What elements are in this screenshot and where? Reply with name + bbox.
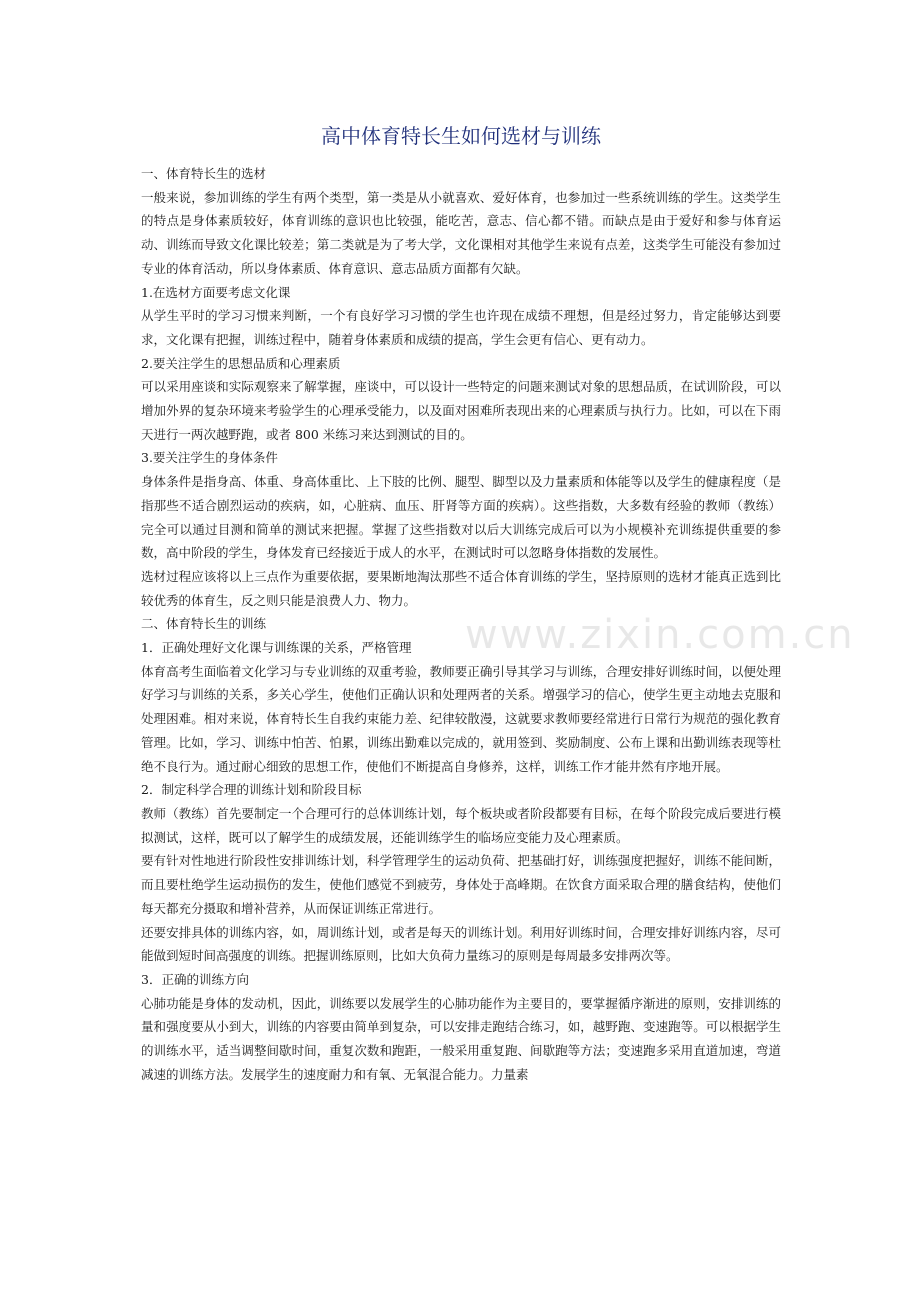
document-page	[141, 122, 781, 1086]
watermark: www.zixin.com.cn	[465, 612, 855, 658]
paragraph: 体育高考生面临着文化学习与专业训练的双重考验，教师要正确引导其学习与训练，合理安排好训练时间，以便处理好学习与训练的关系，多关心学生，使他们正确认识和处理两者的关系。增强学习的信心，使学生更主动地去克服和处理困难。相对来说，体育特长生自我约束能力差、纪律较散漫，这就要求教师要经常进行日常行为规范的强化教育管理。比如，学习、训练中怕苦、怕累，训练出勤难以完成的，就用签到、奖励制度、公布上课和出勤训练表现等杜绝不良行为。通过耐心细致的思想工作，使他们不断提高自身修养，这样，训练工作才能井然有序地开展。	[141, 663, 781, 774]
section-heading: 2.要关注学生的思想品质和心理素质	[141, 355, 341, 371]
section-heading: 3．正确的训练方向	[141, 971, 249, 987]
section-heading: 2．制定科学合理的训练计划和阶段目标	[141, 782, 362, 798]
paragraph: 选材过程应该将以上三点作为重要依据，要果断地淘汰那些不适合体育训练的学生，坚持原则的选材才能真正选到比较优秀的体育生，反之则只能是浪费人力、物力。	[141, 568, 781, 608]
paragraph: 还要安排具体的训练内容，如，周训练计划，或者是每天的训练计划。利用好训练时间，合理安排好训练内容，尽可能做到短时间高强度的训练。把握训练原则，比如大负荷力量练习的原则是每周最多安排两次等。	[141, 924, 781, 964]
section-heading: 1.在选材方面要考虑文化课	[141, 284, 291, 300]
document-body	[141, 162, 781, 1086]
paragraph: 心肺功能是身体的发动机，因此，训练要以发展学生的心肺功能作为主要目的，要掌握循序渐进的原则，安排训练的量和强度要从小到大，训练的内容要由简单到复杂，可以安排走跑结合练习，如，越野跑、变速跑等。可以根据学生的训练水平，适当调整间歇时间，重复次数和跑距，一般采用重复跑、间歇跑等方法；变速跑多采用直道加速，弯道减速的训练方法。发展学生的速度耐力和有氧、无氧混合能力。力量素	[141, 995, 781, 1082]
section-heading: 一、体育特长生的选材	[141, 166, 267, 181]
paragraph: 可以采用座谈和实际观察来了解掌握，座谈中，可以设计一些特定的问题来测试对象的思想品质，在试训阶段，可以增加外界的复杂环境来考验学生的心理承受能力，以及面对困难所表现出来的心理素质与执行力。比如，可以在下雨天进行一两次越野跑，或者 800 米练习来达到测试的目的。	[141, 379, 781, 442]
paragraph: 身体条件是指身高、体重、身高体重比、上下肢的比例、腿型、脚型以及力量素质和体能等以及学生的健康程度（是指那些不适合剧烈运动的疾病，如，心脏病、血压、肝肾等方面的疾病）。这些指数，大多数有经验的教师（教练）完全可以通过目测和简单的测试来把握。掌握了这些指数对以后大训练完成后可以为小规模补充训练提供重要的参数，高中阶段的学生，身体发育已经接近于成人的水平，在测试时可以忽略身体指数的发展性。	[141, 474, 781, 561]
section-heading: 二、体育特长生的训练	[141, 616, 267, 632]
paragraph: 教师（教练）首先要制定一个合理可行的总体训练计划，每个板块或者阶段都要有目标，在每个阶段完成后要进行模拟测试，这样，既可以了解学生的成绩发展，还能训练学生的临场应变能力及心理素质。	[141, 805, 781, 845]
paragraph: 要有针对性地进行阶段性安排训练计划，科学管理学生的运动负荷、把基础打好，训练强度把握好，训练不能间断，而且要杜绝学生运动损伤的发生，使他们感觉不到疲劳，身体处于高峰期。在饮食方面采取合理的膳食结构，使他们每天都充分摄取和增补营养，从而保证训练正常进行。	[141, 853, 781, 916]
document-title: 高中体育特长生如何选材与训练	[321, 124, 601, 148]
paragraph: 一般来说，参加训练的学生有两个类型，第一类是从小就喜欢、爱好体育，也参加过一些系统训练的学生。这类学生的特点是身体素质较好，体育训练的意识也比较强，能吃苦，意志、信心都不错。而缺点是由于爱好和参与体育运动、训练而导致文化课比较差；第二类就是为了考大学，文化课相对其他学生来说有点差，这类学生可能没有参加过专业的体育活动，所以身体素质、体育意识、意志品质方面都有欠缺。	[141, 189, 781, 276]
section-heading: 1．正确处理好文化课与训练课的关系，严格管理	[141, 640, 412, 656]
section-heading: 3.要关注学生的身体条件	[141, 450, 278, 466]
paragraph: 从学生平时的学习习惯来判断，一个有良好学习习惯的学生也许现在成绩不理想，但是经过努力，肯定能够达到要求，文化课有把握，训练过程中，随着身体素质和成绩的提高，学生会更有信心、更有动力。	[141, 308, 781, 347]
